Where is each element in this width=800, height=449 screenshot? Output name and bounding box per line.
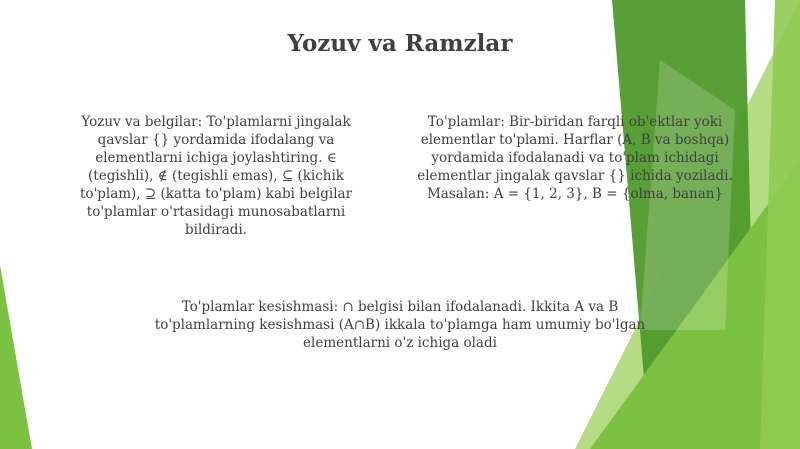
symbols-description-text: Yozuv va belgilar: To'plamlarni jingalak qavslar {} yordamida ifodalang va elementlarni ichiga joylashtiring. ∈ (tegishli), ∉ (tegishli emas), ⊆ (kichik to'plam), ⊇ (katta to'plam) kabi belgilar to'plamlar o'rtasidagi munosabatlarni bildiradi.	[79, 114, 353, 238]
sets-definition-text: To'plamlar: Bir-biridan farqli ob'ektlar yoki elementlar to'plami. Harflar (A, B va boshqa) yordamida ifodalanadi va to'plam ichidagi elementlar jingalak qavslar {} ichida yoziladi. Masalan: A = {1, 2, 3}, B = {olma, banan}	[417, 114, 733, 202]
slide-title: Yozuv va Ramzlar	[287, 30, 513, 57]
intersection-description-text: To'plamlar kesishmasi: ∩ belgisi bilan ifodalanadi. Ikkita A va B to'plamlarning kesishmasi (A∩B) ikkala to'plamga ham umumiy bo'lgan elementlarni o'z ichiga oladi	[154, 299, 646, 351]
left-accent-sliver	[0, 265, 32, 449]
